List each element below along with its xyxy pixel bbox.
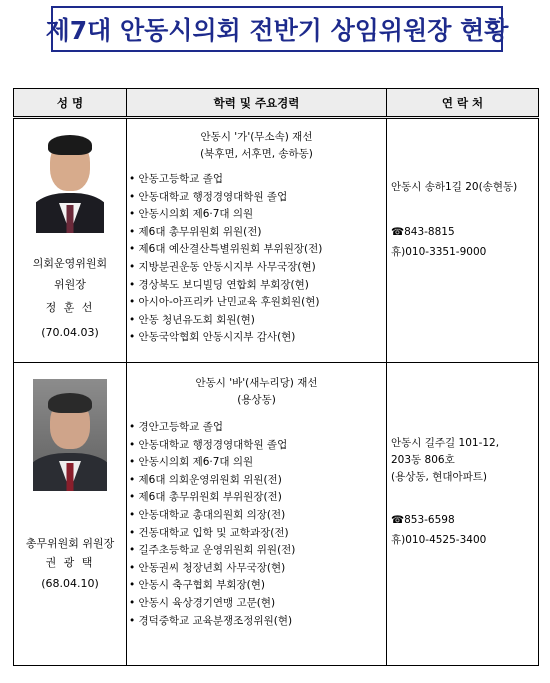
career-item: • 안동시의회 제6·7대 의원 — [129, 456, 254, 469]
page-title: 제7대 안동시의회 전반기 상임위원장 현황 — [45, 16, 509, 45]
district-block — [127, 375, 386, 409]
header-row — [14, 89, 539, 118]
member-row — [14, 363, 539, 666]
member-birthdate: (70.04.03) — [41, 326, 99, 339]
career-item: • 제6대 총무위원회 부위원장(전) — [129, 491, 282, 504]
career-item: • 안동시의회 제6·7대 의원 — [129, 208, 254, 221]
contact-cell — [387, 118, 539, 363]
header-name: 성 명 — [14, 89, 127, 118]
career-item: • 안동국악협회 안동시지부 감사(현) — [129, 331, 296, 344]
contact-phone: ☎843-8815 — [391, 226, 455, 238]
career-item: • 안동시 축구협회 부회장(현) — [129, 579, 265, 592]
member-row — [14, 118, 539, 363]
career-item: • 경덕중학교 교육분쟁조정위원(현) — [129, 614, 293, 627]
career-item: • 안동대학교 총대의원회 의장(전) — [129, 508, 286, 521]
career-item: • 안동 청년유도회 회원(현) — [129, 313, 255, 326]
header-contact: 연 락 처 — [387, 89, 539, 118]
career-item: • 안동권씨 청장년회 사무국장(현) — [129, 561, 286, 574]
career-list — [127, 419, 386, 630]
career-item: • 제6대 총무위원회 위원(전) — [129, 225, 262, 238]
committee-label: 총무위원회 위원장 — [25, 537, 115, 550]
career-item: • 제6대 의회운영위원회 위원(전) — [129, 473, 282, 486]
district-label: 안동시 '가'(무소속) 재선 — [200, 131, 313, 143]
career-item: • 아시아-아프리카 난민교육 후원회원(현) — [129, 296, 320, 309]
contact-mobile: 휴)010-4525-3400 — [391, 534, 487, 546]
contact-address-line3: (용상동, 현대아파트) — [391, 471, 488, 483]
career-item: • 안동대학교 행정경영대학원 졸업 — [129, 190, 288, 203]
contact-address: 안동시 송하1길 20(송현동) — [391, 181, 518, 193]
career-cell — [127, 363, 387, 666]
member-name: 권 광 택 — [45, 556, 95, 569]
career-item: • 안동대학교 행정경영대학원 졸업 — [129, 438, 288, 451]
career-item: • 경안고등학교 졸업 — [129, 421, 224, 433]
career-item: • 건동대학교 입학 및 교학과장(전) — [129, 526, 289, 539]
contact-phone: ☎853-6598 — [391, 514, 455, 526]
career-item: • 길주초등학교 운영위원회 위원(전) — [129, 544, 296, 557]
member-name: 정 훈 선 — [45, 301, 95, 314]
contact-address-line2: 203동 806호 — [391, 454, 455, 466]
contact-mobile: 휴)010-3351-9000 — [391, 246, 487, 258]
district-label: 안동시 '바'(새누리당) 재선 — [195, 377, 318, 389]
member-photo — [33, 379, 107, 491]
role-label: 위원장 — [54, 278, 86, 291]
career-item: • 지방분권운동 안동시지부 사무국장(현) — [129, 260, 316, 273]
title-box — [45, 6, 509, 52]
roster-table — [13, 88, 539, 666]
career-list — [127, 171, 386, 347]
person-cell — [14, 363, 127, 666]
career-item: • 경상북도 보디빌딩 연합회 부회장(현) — [129, 278, 309, 291]
district-area: (용상동) — [237, 394, 276, 406]
member-photo — [36, 125, 104, 233]
contact-cell — [387, 363, 539, 666]
career-cell — [127, 118, 387, 363]
header-career: 학력 및 주요경력 — [127, 89, 387, 118]
district-block — [127, 129, 386, 163]
career-item: • 제6대 예산결산특별위원회 부위원장(전) — [129, 243, 323, 256]
career-item: • 안동고등학교 졸업 — [129, 173, 224, 185]
career-item: • 안동시 육상경기연맹 고문(현) — [129, 596, 276, 609]
member-birthdate: (68.04.10) — [41, 577, 99, 590]
contact-address: 안동시 길주길 101-12, — [391, 437, 500, 449]
district-area: (북후면, 서후면, 송하동) — [200, 148, 313, 160]
committee-label: 의회운영위원회 — [32, 257, 108, 270]
person-cell — [14, 118, 127, 363]
